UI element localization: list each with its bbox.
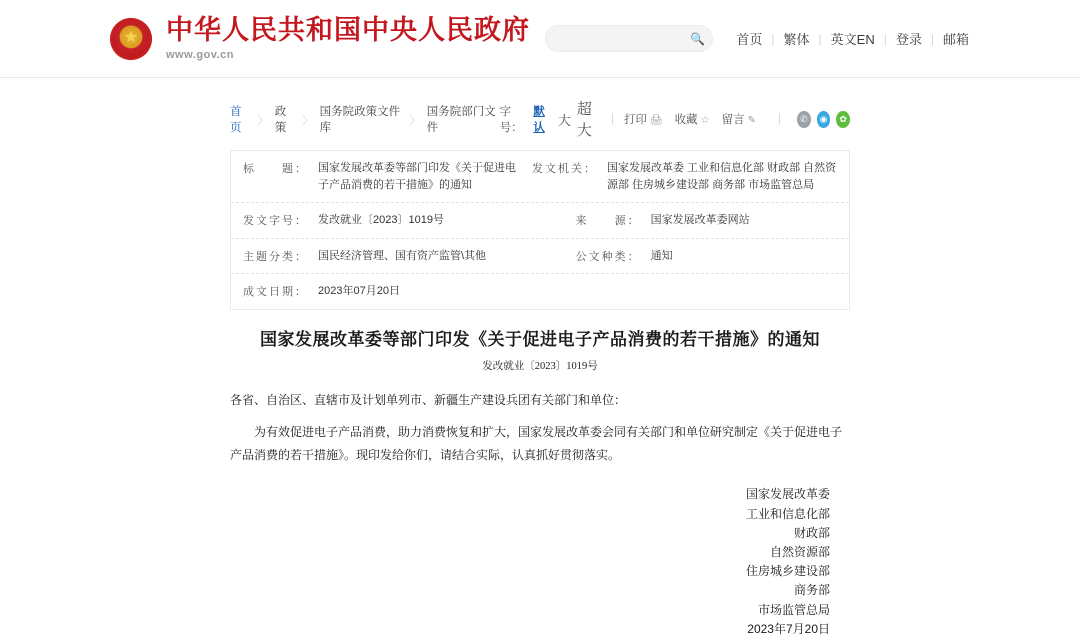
breadcrumb <box>230 103 500 135</box>
meta-value-date: 2023年07月20日 <box>318 285 400 297</box>
nav-item-traditional[interactable]: 繁体 <box>783 32 810 47</box>
document-signature <box>230 485 850 639</box>
nav-separator: | <box>883 31 887 46</box>
meta-cell-issuer <box>532 160 837 193</box>
nav-separator: | <box>930 31 934 46</box>
meta-cell-source <box>576 212 837 229</box>
nav-item-login[interactable]: 登录 <box>895 32 922 47</box>
document-salutation: 各省、自治区、直辖市及计划单列市、新疆生产建设兵团有关部门和单位： <box>230 393 627 408</box>
search-input[interactable] <box>556 32 690 46</box>
favorite-label: 收藏 <box>674 114 698 126</box>
meta-label-docnumber: 发文字号： <box>243 215 308 227</box>
breadcrumb-item-department-docs[interactable]: 国务院部门文件 <box>426 106 496 134</box>
table-row <box>231 239 849 275</box>
search-icon[interactable]: 🔍 <box>690 31 706 46</box>
star-icon[interactable]: ☆ <box>700 115 710 126</box>
fontsize-default-option[interactable]: 默认 <box>533 106 545 134</box>
meta-cell-title <box>243 160 518 193</box>
signature-date: 2023年7月20日 <box>747 621 830 636</box>
meta-label-date: 成文日期： <box>243 286 308 298</box>
site-domain: www.gov.cn <box>166 48 234 61</box>
meta-label-issuer: 发文机关： <box>532 163 597 175</box>
header-right <box>545 25 970 52</box>
signature-line: 国家发展改革委 <box>745 487 830 502</box>
share-wechat-icon[interactable]: ✆ <box>797 111 811 128</box>
document-number: 发改就业〔2023〕1019号 <box>482 361 598 373</box>
share-qq-icon[interactable]: ✿ <box>836 111 850 128</box>
fontsize-large-option[interactable]: 大 <box>557 112 571 128</box>
tools-divider: | <box>610 113 614 125</box>
meta-cell-doctype <box>576 248 837 265</box>
pencil-icon[interactable]: ✎ <box>747 115 757 126</box>
signature-line: 住房城乡建设部 <box>745 564 830 579</box>
meta-label-title: 标 题： <box>243 163 308 175</box>
breadcrumb-item-home[interactable]: 首页 <box>230 106 242 134</box>
meta-label-category: 主题分类： <box>243 250 308 263</box>
header-inner <box>110 16 970 61</box>
nav-separator: | <box>818 31 822 46</box>
meta-label-source: 来 源： <box>575 215 641 227</box>
signature-line: 财政部 <box>793 525 830 540</box>
tools-divider: | <box>778 113 782 125</box>
signature-line: 商务部 <box>793 583 830 598</box>
page-tools <box>500 98 850 140</box>
meta-value-source: 国家发展改革委网站 <box>650 214 750 226</box>
nav-item-mail[interactable]: 邮箱 <box>942 32 969 47</box>
nav-separator: | <box>771 31 775 46</box>
breadcrumb-item-policy-library[interactable]: 国务院政策文件库 <box>319 106 401 134</box>
meta-value-issuer: 国家发展改革委 工业和信息化部 财政部 自然资源部 住房城乡建设部 商务部 市场监管总局 <box>607 162 837 191</box>
breadcrumb-item-policy[interactable]: 政策 <box>274 106 287 134</box>
chevron-right-icon: 〉 <box>302 115 313 127</box>
site-header <box>0 0 1080 78</box>
signature-line: 自然资源部 <box>769 545 830 560</box>
meta-cell-category <box>243 248 576 265</box>
document-paragraph: 为有效促进电子产品消费，助力消费恢复和扩大，国家发展改革委会同有关部门和单位研究制定《关于促进电子产品消费的若干措施》。现印发给你们，请结合实际，认真抓好贯彻落实。 <box>230 424 843 463</box>
fontsize-label: 字号： <box>499 106 523 134</box>
breadcrumb-toolbar <box>230 98 850 140</box>
meta-value-doctype: 通知 <box>650 249 673 262</box>
meta-value-category: 国民经济管理、国有资产监管\其他 <box>318 249 487 262</box>
nav-item-home[interactable]: 首页 <box>736 32 763 47</box>
nav-item-english[interactable]: 英文EN <box>830 32 875 47</box>
print-label: 打印 <box>623 114 647 126</box>
message-label: 留言 <box>721 114 745 126</box>
document-meta-table <box>230 150 850 310</box>
meta-cell-docnumber <box>243 212 576 229</box>
meta-value-title: 国家发展改革委等部门印发《关于促进电子产品消费的若干措施》的通知 <box>318 162 516 191</box>
fontsize-xlarge-option[interactable]: 超大 <box>576 101 592 139</box>
site-brand <box>166 16 530 61</box>
print-button[interactable] <box>624 111 663 127</box>
header-nav <box>735 29 970 48</box>
table-row <box>231 151 849 203</box>
page-title: 国家发展改革委等部门印发《关于促进电子产品消费的若干措施》的通知 <box>260 329 820 349</box>
meta-cell-date <box>243 283 837 300</box>
printer-icon[interactable]: 🖨 <box>649 115 663 126</box>
table-row <box>231 203 849 239</box>
signature-line: 市场监管总局 <box>757 602 830 617</box>
table-row <box>231 274 849 309</box>
search-box[interactable] <box>545 25 713 52</box>
chevron-right-icon: 〉 <box>409 115 420 127</box>
meta-value-docnumber: 发改就业〔2023〕1019号 <box>318 214 444 226</box>
site-title: 中华人民共和国中央人民政府 <box>166 15 530 46</box>
national-emblem-icon <box>110 18 152 60</box>
chevron-right-icon: 〉 <box>257 115 268 127</box>
favorite-button[interactable] <box>675 111 710 127</box>
message-button[interactable] <box>722 111 756 127</box>
share-weibo-icon[interactable]: ◉ <box>817 111 831 128</box>
signature-line: 工业和信息化部 <box>745 506 830 521</box>
document-body <box>230 328 850 639</box>
meta-label-doctype: 公文种类： <box>575 250 641 263</box>
